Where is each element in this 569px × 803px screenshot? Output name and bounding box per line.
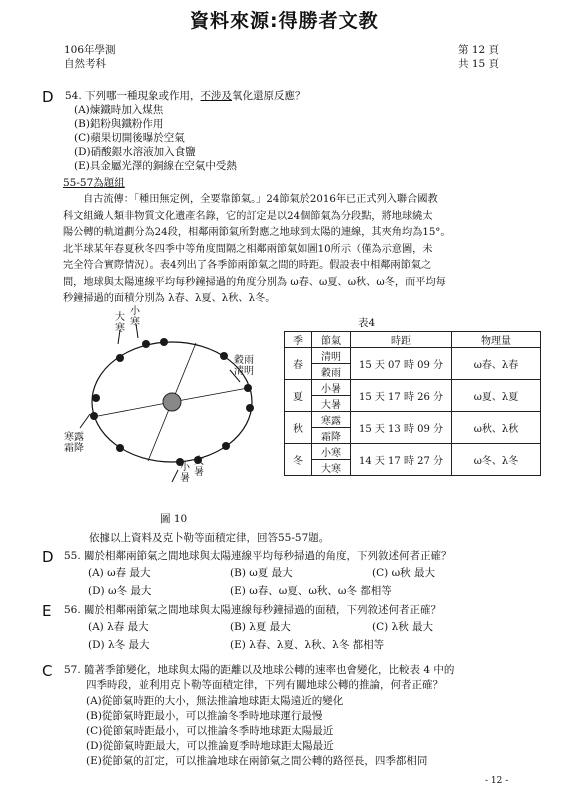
table-cell: 14 天 17 時 27 分	[351, 444, 452, 476]
label-xiaohan: 小 寒	[130, 306, 140, 328]
table-cell: 寒露	[312, 412, 351, 428]
table-4	[284, 331, 541, 476]
q54-option-a: (A)煉鐵時加入煤焦	[74, 104, 164, 116]
table-row	[285, 444, 541, 460]
q56-option-b: (B) λ夏 最大	[230, 621, 291, 633]
answer-mark-57: C	[42, 662, 53, 680]
figure-10-orbit	[60, 310, 280, 510]
page-total: 共 15 頁	[458, 58, 500, 70]
table-cell: ω春、λ春	[452, 348, 541, 380]
table-cell: 大寒	[312, 460, 351, 476]
table-cell: 15 天 13 時 09 分	[351, 412, 452, 444]
table-row	[285, 380, 541, 396]
table-header-row	[285, 332, 541, 348]
q56-option-e: (E) λ春、λ夏、λ秋、λ冬 都相等	[230, 639, 385, 651]
table-cell: 穀雨	[312, 364, 351, 380]
table-cell: 15 天 07 時 09 分	[351, 348, 452, 380]
label-xiaoshu: 小 暑	[180, 462, 190, 484]
sun-label: 太陽	[105, 399, 116, 405]
q55-option-c: (C) ω秋 最大	[372, 567, 435, 579]
answer-mark-56: E	[42, 602, 52, 620]
q56-option-c: (C) λ秋 最大	[372, 621, 434, 633]
answer-mark-54: D	[42, 88, 54, 106]
table-cell: 大暑	[312, 396, 351, 412]
label-hanlu-shuangjiang: 寒露 霜降	[64, 432, 84, 454]
q56-option-a: (A) λ春 最大	[88, 621, 149, 633]
group-title: 55-57為題組	[63, 177, 125, 189]
table-cell: 15 天 17 時 26 分	[351, 380, 452, 412]
page-number: 第 12 頁	[458, 44, 500, 56]
q54-option-d: (D)硝酸銀水溶液加入食鹽	[74, 146, 196, 158]
q55-option-d: (D) ω冬 最大	[88, 585, 152, 597]
table-cell: 春	[285, 348, 312, 380]
q57-option-d: (D)從節氣時距最大，可以推論夏季時地球距太陽最近	[86, 740, 334, 752]
table-title: 表4	[358, 317, 376, 329]
exam-year: 106年學測	[64, 44, 116, 56]
table-row	[285, 412, 541, 428]
table-row	[285, 348, 541, 364]
table-cell: 夏	[285, 380, 312, 412]
q55-option-e: (E) ω春、ω夏、ω秋、ω冬 都相等	[230, 585, 392, 597]
figure-caption: 圖 10	[160, 513, 188, 525]
q54-option-c: (C)蘋果切開後曝於空氣	[74, 132, 185, 144]
q57-option-c: (C)從節氣時距最小，可以推論冬季時地球距太陽最近	[86, 725, 334, 737]
q55-option-a: (A) ω春 最大	[88, 567, 151, 579]
label-dashu: 大 暑	[194, 456, 204, 478]
table-cell: 小暑	[312, 380, 351, 396]
q55-option-b: (B) ω夏 最大	[230, 567, 293, 579]
table-cell: 霜降	[312, 428, 351, 444]
subject-name: 自然考科	[64, 58, 106, 70]
instruction: 依據以上資料及克卜勒等面積定律，回答55-57題。	[89, 532, 330, 544]
table-header: 物理量	[452, 332, 541, 348]
q57-stem-line-1: 57. 隨著季節變化，地球與太陽的距離以及地球公轉的速率也會變化，比較表 4 中的	[64, 664, 455, 676]
page-footer: - 12 -	[485, 776, 509, 786]
q57-option-e: (E)從節氣的訂定，可以推論地球在兩節氣之間公轉的路徑長，四季都相同	[86, 755, 428, 767]
table-header: 時距	[351, 332, 452, 348]
table-cell: ω秋、λ秋	[452, 412, 541, 444]
table-cell: ω夏、λ夏	[452, 380, 541, 412]
table-cell: 秋	[285, 412, 312, 444]
q54-stem: 54. 下列哪一種現象或作用，不涉及氧化還原反應？	[65, 90, 306, 102]
q56-option-d: (D) λ冬 最大	[88, 639, 150, 651]
table-cell: ω冬、λ冬	[452, 444, 541, 476]
label-guyu-qingming: 穀雨 清明	[234, 355, 254, 377]
table-cell: 小寒	[312, 444, 351, 460]
answer-mark-55: D	[42, 548, 54, 566]
q57-stem-line-2: 四季時段，並利用克卜勒等面積定律，下列有關地球公轉的推論，何者正確？	[86, 679, 443, 691]
group-paragraph: 自古流傳：「種田無定例，全要靠節氣。」24節氣於2016年已正式列入聯合國教 科文組織人類非物質文化遺產名錄，它的訂定是以24個節氣為分段點，將地球繞太 陽公轉的軌道劃分為24段，相鄰兩節氣所對應之地球到太陽的連線，其夾角均為15°。 北半球某年春夏秋冬四季中等角度間隔之相鄰兩節氣如圖10所示（僅為示意圖，未 完全符合實際情況）。表4列出了各季節兩節氣之間的時距。假設表中相鄰兩節氣之 間，地球與太陽連線平均每秒鐘掃過的角度分別為 ω春、ω夏、ω秋、ω冬，而平均每 秒鐘掃過的面積分別為 λ春、λ夏、λ秋、λ冬。	[63, 194, 451, 304]
table-header: 節氣	[312, 332, 351, 348]
table-cell: 冬	[285, 444, 312, 476]
sun	[163, 393, 181, 411]
q56-stem: 56. 關於相鄰兩節氣之間地球與太陽連線每秒鐘掃過的面積，下列敘述何者正確？	[64, 604, 442, 616]
table-header: 季	[285, 332, 312, 348]
q54-option-e: (E)具金屬光澤的銅線在空氣中受熱	[74, 160, 237, 172]
table-cell: 清明	[312, 348, 351, 364]
label-dahan: 大 寒	[115, 312, 125, 334]
q55-stem: 55. 關於相鄰兩節氣之間地球與太陽連線平均每秒掃過的角度，下列敘述何者正確？	[64, 550, 452, 562]
q57-option-b: (B)從節氣時距最小，可以推論冬季時地球運行最慢	[86, 710, 323, 722]
watermark: 資料來源:得勝者文教	[190, 10, 379, 32]
q54-option-b: (B)鋁粉與鐵粉作用	[74, 118, 164, 130]
q57-option-a: (A)從節氣時距的大小，無法推論地球距太陽遠近的變化	[86, 695, 344, 707]
